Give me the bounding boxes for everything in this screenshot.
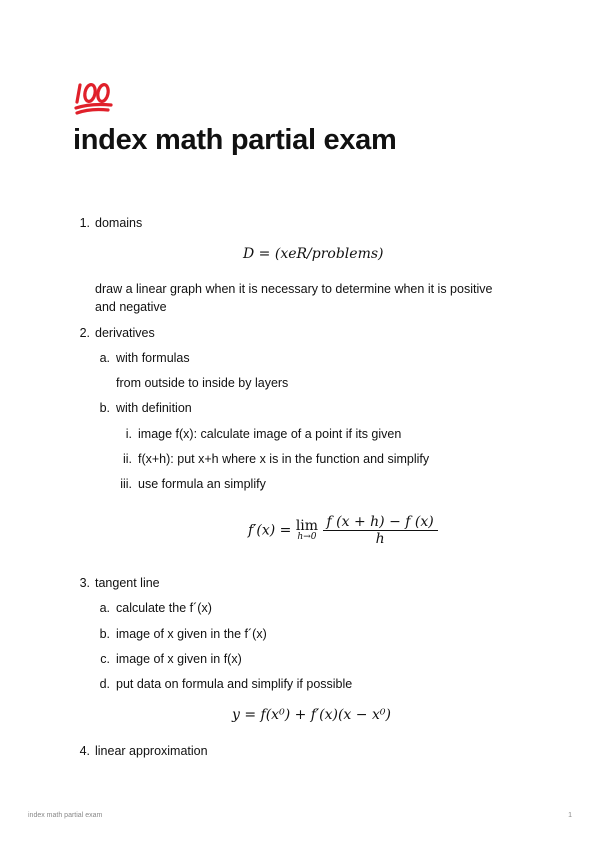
- list-number: 1.: [79, 216, 90, 230]
- list-item-linear-approximation: linear approximation: [95, 744, 208, 758]
- equation-derivative-definition: [248, 514, 438, 547]
- list-item-image-fx: image f(x): calculate image of a point if its given: [138, 427, 402, 441]
- list-item-fxh: f(x+h): put x+h where x is in the function and simplify: [138, 452, 430, 466]
- fraction-numerator: f (x + h) − f (x): [323, 514, 438, 531]
- list-item-use-formula: use formula an simplify: [138, 477, 266, 491]
- list-letter: a.: [99, 601, 110, 615]
- list-item-with-formulas: with formulas: [116, 351, 190, 365]
- list-roman: iii.: [120, 477, 132, 491]
- list-roman: i.: [125, 427, 132, 441]
- list-letter: c.: [100, 652, 110, 666]
- hundred-points-icon: [74, 80, 114, 116]
- equation-lhs: f′(x) =: [248, 522, 292, 539]
- page-number: 1: [568, 812, 572, 819]
- page-title: index math partial exam: [73, 124, 397, 156]
- list-letter: d.: [99, 677, 110, 691]
- list-item-put-data: put data on formula and simplify if possible: [116, 677, 353, 691]
- list-letter: b.: [99, 401, 110, 415]
- paragraph-domains-note: draw a linear graph when it is necessary to determine when it is positive and negative: [95, 282, 493, 314]
- list-item-derivatives: derivatives: [95, 326, 155, 340]
- list-item-domains: domains: [95, 216, 143, 230]
- list-letter: b.: [99, 627, 110, 641]
- list-item-calc-derivative: calculate the f´(x): [116, 601, 212, 615]
- list-letter: a.: [99, 351, 110, 365]
- paragraph-layers: from outside to inside by layers: [116, 376, 289, 390]
- fraction: [323, 514, 438, 547]
- equation-domain: D = (xeR/problems): [243, 246, 384, 262]
- list-number: 3.: [79, 576, 90, 590]
- limit-label: lim: [295, 518, 319, 534]
- list-number: 2.: [79, 326, 90, 340]
- list-roman: ii.: [122, 452, 132, 466]
- equation-tangent-line: y = f(x⁰) + f′(x)(x − x⁰): [232, 707, 391, 723]
- list-item-image-derivative: image of x given in the f´(x): [116, 627, 267, 641]
- list-item-image-fx: image of x given in f(x): [116, 652, 242, 666]
- fraction-denominator: h: [375, 531, 385, 547]
- list-number: 4.: [79, 744, 90, 758]
- list-item-tangent-line: tangent line: [95, 576, 160, 590]
- limit-subscript: h→0: [297, 532, 317, 542]
- list-item-with-definition: with definition: [116, 401, 192, 415]
- limit-operator: [296, 519, 318, 542]
- footer-title: index math partial exam: [28, 812, 103, 819]
